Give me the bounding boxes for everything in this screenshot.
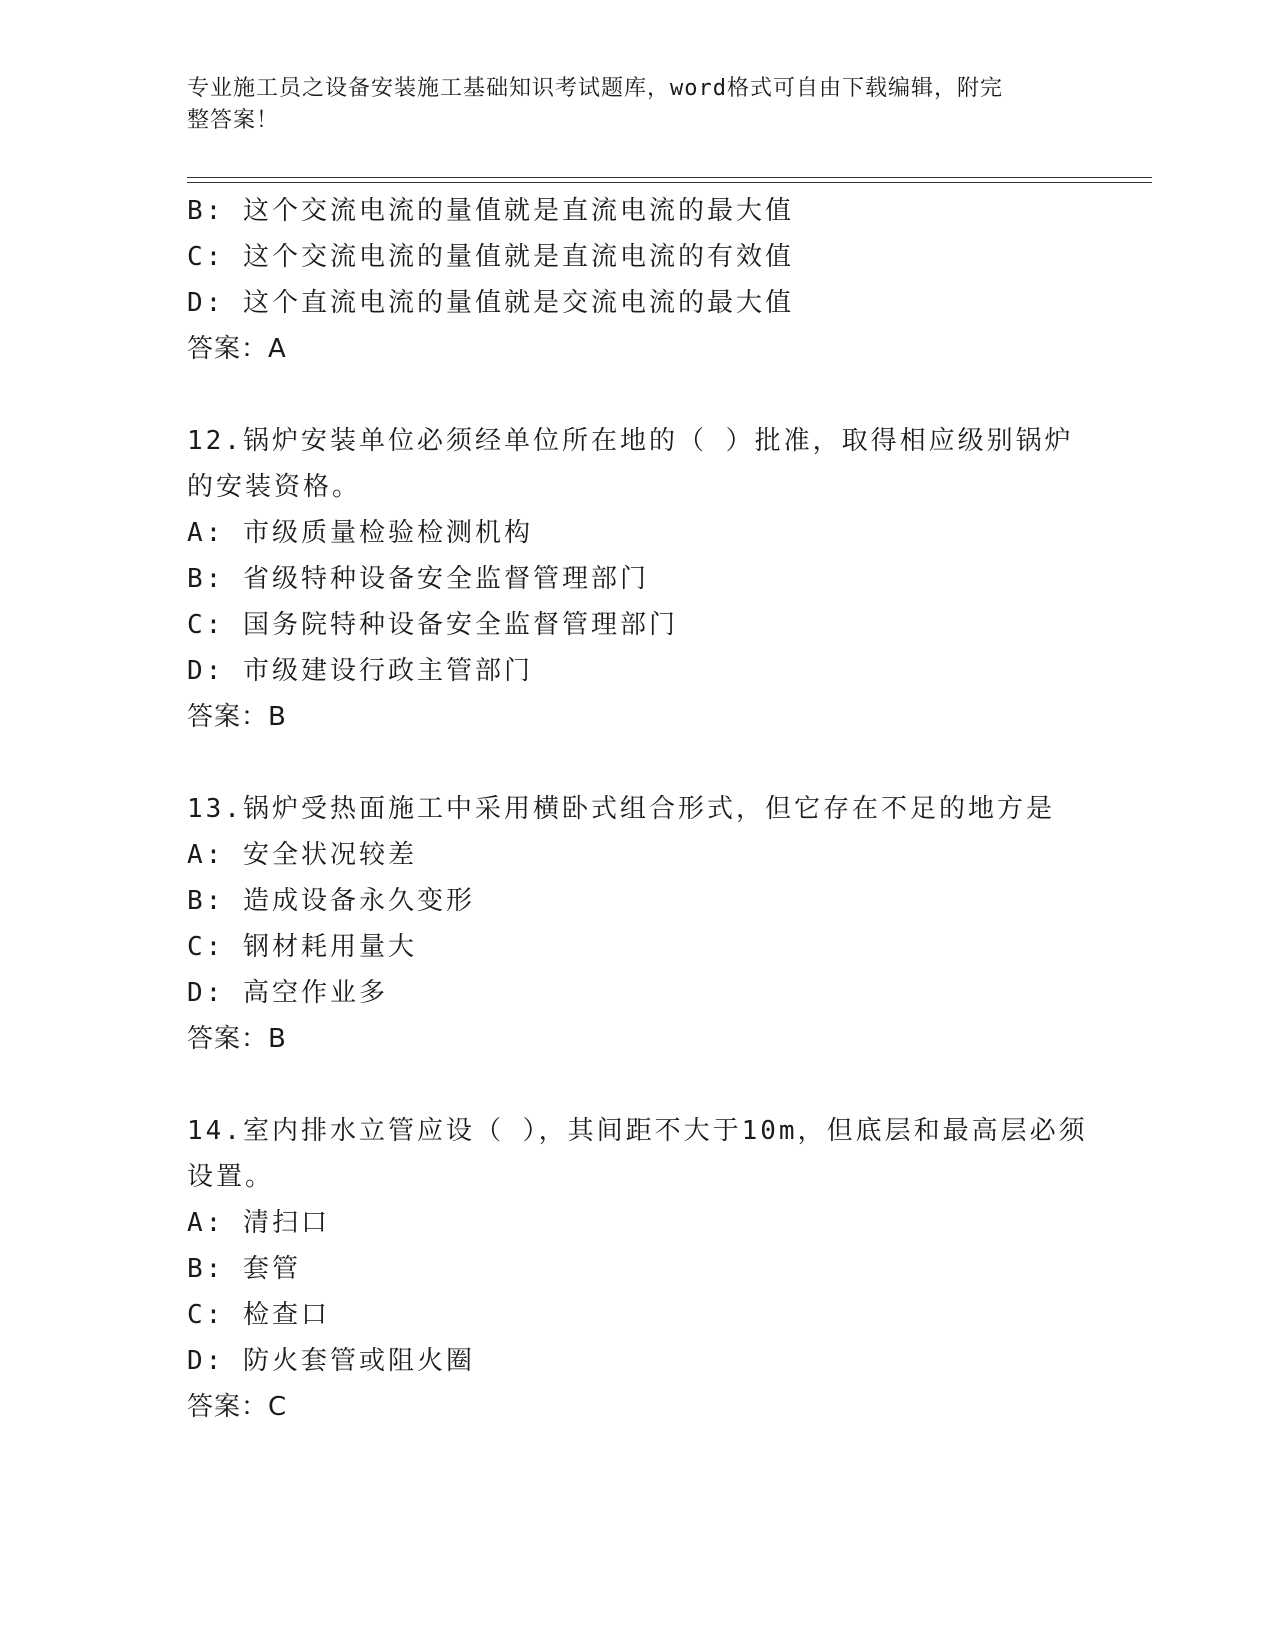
header-line-1: 专业施工员之设备安装施工基础知识考试题库，word格式可自由下载编辑，附完 [187, 76, 1003, 101]
option-b: B: 套管 [187, 1254, 301, 1284]
question-stem: 13.锅炉受热面施工中采用横卧式组合形式，但它存在不足的地方是 [187, 794, 1055, 824]
option-b: B: 这个交流电流的量值就是直流电流的最大值 [187, 196, 794, 226]
option-a: A: 市级质量检验检测机构 [187, 518, 533, 548]
question-stem-continued: 设置。 [187, 1162, 275, 1192]
header-line-2: 整答案！ [187, 108, 280, 133]
question-stem: 14.室内排水立管应设（ ），其间距不大于10m，但底层和最高层必须 [187, 1116, 1088, 1146]
question-14 [187, 1108, 1087, 1430]
option-b: B: 省级特种设备安全监督管理部门 [187, 564, 649, 594]
header-divider-bottom [187, 182, 1152, 183]
question-stem: 12.锅炉安装单位必须经单位所在地的（ ）批准，取得相应级别锅炉 [187, 426, 1074, 456]
option-d: D: 这个直流电流的量值就是交流电流的最大值 [187, 288, 794, 318]
question-11-tail [187, 188, 1087, 372]
option-a: A: 安全状况较差 [187, 840, 417, 870]
option-d: D: 高空作业多 [187, 978, 388, 1008]
question-12 [187, 418, 1087, 740]
option-d: D: 市级建设行政主管部门 [187, 656, 533, 686]
header-divider-top [187, 177, 1152, 178]
spacer [187, 740, 1087, 786]
document-header [187, 73, 1067, 137]
question-13 [187, 786, 1087, 1062]
option-b: B: 造成设备永久变形 [187, 886, 475, 916]
question-list [187, 188, 1087, 1430]
answer: 答案：B [187, 1024, 287, 1054]
answer: 答案：C [187, 1392, 288, 1422]
option-c: C: 这个交流电流的量值就是直流电流的有效值 [187, 242, 794, 272]
option-c: C: 钢材耗用量大 [187, 932, 417, 962]
option-d: D: 防火套管或阻火圈 [187, 1346, 475, 1376]
answer: 答案：B [187, 702, 287, 732]
question-stem-continued: 的安装资格。 [187, 472, 362, 502]
option-a: A: 清扫口 [187, 1208, 330, 1238]
answer: 答案：A [187, 334, 287, 364]
spacer [187, 372, 1087, 418]
option-c: C: 检查口 [187, 1300, 330, 1330]
option-c: C: 国务院特种设备安全监督管理部门 [187, 610, 678, 640]
spacer [187, 1062, 1087, 1108]
